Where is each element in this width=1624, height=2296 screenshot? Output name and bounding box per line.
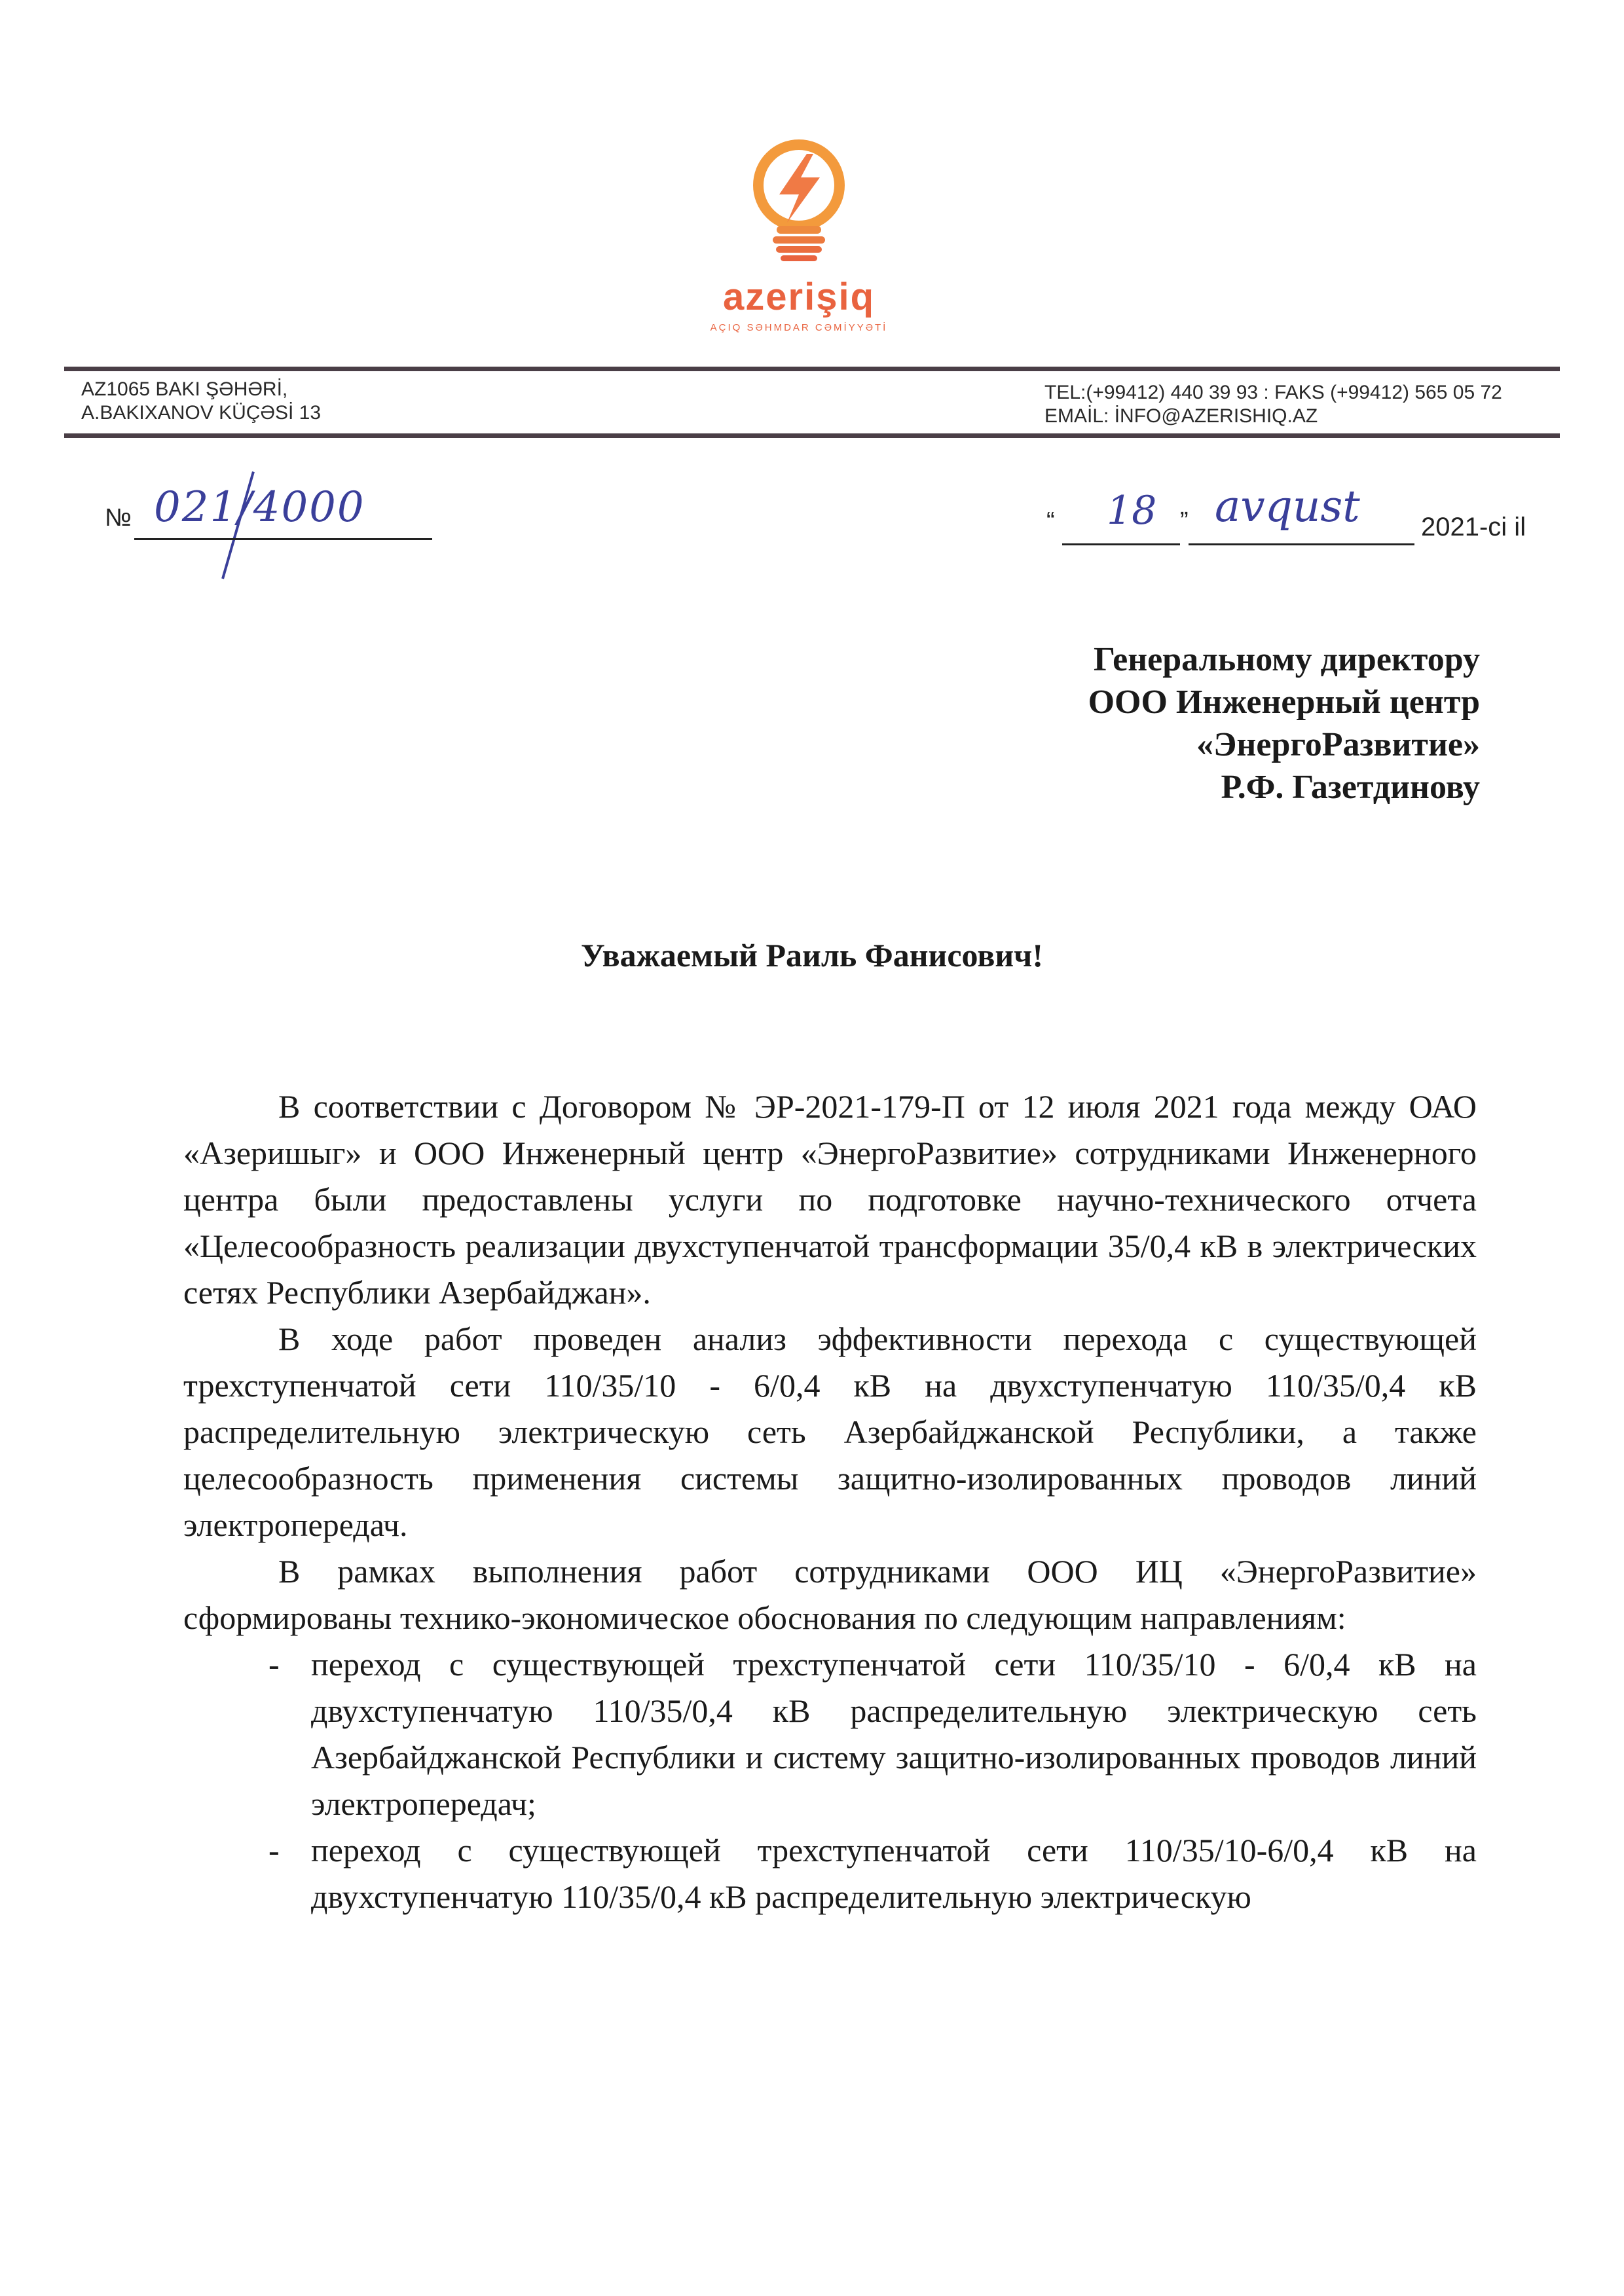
company-logo — [668, 134, 930, 344]
body-paragraph: В ходе работ проведен анализ эффективности перехода с существующей трехступенчатой сети 110/35/10 - 6/0,4 кВ на двухступенчатую 110/35/0,4 кВ распределительную электрическую сеть Азербайджанской Республики, а также целесообразность применения системы защитно-изолированных проводов линий электропередач. — [183, 1321, 1477, 1543]
body-paragraph: В соответствии с Договором № ЭР-2021-179-П от 12 июля 2021 года между ОАО «Азеришыг» и ООО Инженерный центр «ЭнергоРазвитие» сотрудниками Инженерного центра были предоставлены услуги по подготовке научно-технического отчета «Целесообразность реализации двухступенчатой трансформации 35/0,4 кВ в электрических сетях Республики Азербайджан». — [183, 1088, 1477, 1311]
reference-number-handwritten: 021/4000 — [154, 483, 365, 532]
list-item — [183, 1827, 1477, 1920]
date-month-handwritten: avqust — [1215, 481, 1360, 532]
list-dash: - — [268, 1646, 280, 1683]
address-line-2: A.BAKIXANOV KÜÇƏSİ 13 — [81, 402, 322, 424]
logo-tagline: AÇIQ SƏHMDAR CƏMİYYƏTİ — [710, 322, 888, 333]
date-day-underline — [1062, 543, 1180, 545]
date-month-underline — [1189, 543, 1414, 545]
recipient-line: Р.Ф. Газетдинову — [1221, 769, 1480, 806]
letterhead-top-rule — [64, 367, 1560, 371]
logo-wordmark: azerişiq — [723, 276, 875, 318]
lightbulb-with-lightning-icon — [668, 134, 930, 344]
tel-fax: TEL:(+99412) 440 39 93 : FAKS (+99412) 565 05 72 — [1044, 382, 1502, 403]
letterhead-address — [81, 378, 321, 425]
reference-number-underline — [134, 538, 432, 540]
reference-number-label: № — [105, 504, 132, 532]
list-item-text: переход с существующей трехступенчатой сети 110/35/10 - 6/0,4 кВ на двухступенчатую 110/35/0,4 кВ распределительную электрическую сеть Азербайджанской Республики и систему защитно-изолированных проводов линий электропередач; — [311, 1646, 1477, 1822]
email: EMAİL: İNFO@AZERISHIQ.AZ — [1044, 405, 1318, 427]
list-dash: - — [268, 1832, 280, 1868]
list-item-text: переход с существующей трехступенчатой сети 110/35/10-6/0,4 кВ на двухступенчатую 110/35/0,4 кВ распределительную электрическую — [311, 1832, 1477, 1915]
directions-list — [183, 1641, 1477, 1920]
list-item — [183, 1641, 1477, 1827]
address-line-1: AZ1065 BAKI ŞƏHƏRİ, — [81, 378, 288, 400]
date-year: 2021-ci il — [1421, 513, 1526, 541]
recipient-line: «ЭнергоРазвитие» — [1196, 726, 1480, 763]
salutation: Уважаемый Раиль Фанисович! — [581, 937, 1043, 974]
recipient-line: Генеральному директору — [1093, 641, 1480, 678]
recipient-line: ООО Инженерный центр — [1088, 683, 1480, 721]
body-paragraph: В рамках выполнения работ сотрудниками ООО ИЦ «ЭнергоРазвитие» сформированы технико-экономическое обоснования по следующим направлениям: — [183, 1553, 1477, 1636]
date-close-quote: ” — [1180, 507, 1189, 535]
letter-body — [183, 1084, 1477, 1920]
letterhead-bottom-rule — [64, 433, 1560, 438]
date-day-handwritten: 18 — [1107, 488, 1157, 534]
letterhead-contacts — [1044, 381, 1502, 428]
recipient-block — [1088, 638, 1480, 809]
date-open-quote: “ — [1046, 507, 1055, 535]
